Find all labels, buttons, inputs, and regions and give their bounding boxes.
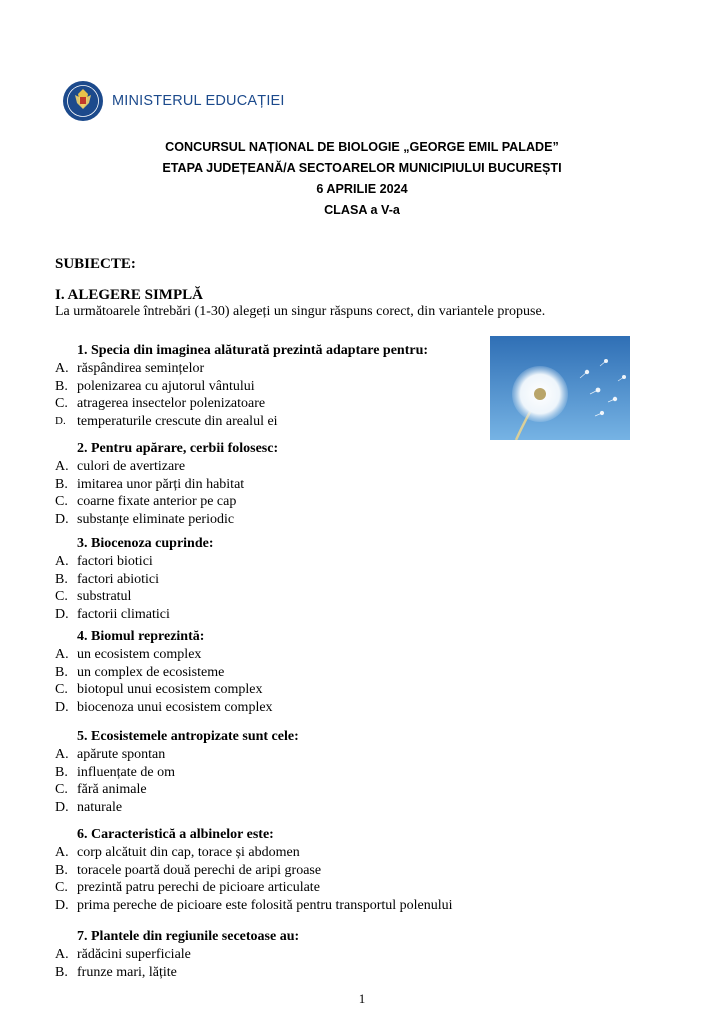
answer-option-d[interactable]: D. substanțe eliminate periodic bbox=[55, 511, 235, 527]
question-4 bbox=[55, 628, 615, 716]
government-seal-icon bbox=[62, 80, 104, 122]
subjects-heading: SUBIECTE: bbox=[55, 256, 136, 272]
question-3 bbox=[55, 535, 615, 623]
contest-date: 6 APRILIE 2024 bbox=[316, 182, 408, 196]
answer-option-a[interactable]: A. factori biotici bbox=[55, 554, 153, 569]
answer-option-a[interactable]: A. apărute spontan bbox=[55, 747, 166, 762]
answer-option-b[interactable]: B. polenizarea cu ajutorul vântului bbox=[55, 378, 255, 394]
answer-option-b[interactable]: B. factori abiotici bbox=[55, 571, 160, 587]
answer-option-c[interactable]: C. biotopul unui ecosistem complex bbox=[55, 682, 263, 698]
answer-option-b[interactable]: B. imitarea unor părți din habitat bbox=[55, 476, 245, 492]
question-stem: 3. Biocenoza cuprinde: bbox=[77, 536, 214, 551]
question-stem: 4. Biomul reprezintă: bbox=[77, 629, 205, 644]
answer-option-a[interactable]: A. corp alcătuit din cap, torace și abdomen bbox=[55, 845, 300, 860]
answer-option-d[interactable]: D. temperaturile crescute din arealul ei bbox=[55, 413, 278, 429]
question-stem: 6. Caracteristică a albinelor este: bbox=[77, 827, 274, 842]
section-instructions: La următoarele întrebări (1-30) alegeți un singur răspuns corect, din variantele propuse. bbox=[55, 304, 546, 319]
question-stem: 2. Pentru apărare, cerbii folosesc: bbox=[77, 441, 279, 456]
answer-option-a[interactable]: A. un ecosistem complex bbox=[55, 647, 202, 662]
ministry-logo bbox=[62, 80, 285, 122]
question-stem: 5. Ecosistemele antropizate sunt cele: bbox=[77, 729, 299, 744]
answer-option-c[interactable]: C. prezintă patru perechi de picioare articulate bbox=[55, 880, 320, 896]
answer-option-c[interactable]: C. coarne fixate anterior pe cap bbox=[55, 494, 237, 510]
answer-option-a[interactable]: A. răspândirea semințelor bbox=[55, 361, 205, 376]
answer-option-b[interactable]: B. toracele poartă două perechi de aripi groase bbox=[55, 862, 322, 878]
answer-option-d[interactable]: D. factorii climatici bbox=[55, 606, 170, 622]
contest-title: CONCURSUL NAȚIONAL DE BIOLOGIE „GEORGE EMIL PALADE” bbox=[165, 140, 559, 154]
contest-stage: ETAPA JUDEȚEANĂ/A SECTOARELOR MUNICIPIULUI BUCUREȘTI bbox=[162, 161, 562, 175]
answer-option-c[interactable]: C. fără animale bbox=[55, 782, 147, 798]
answer-option-d[interactable]: D. naturale bbox=[55, 799, 123, 815]
answer-option-a[interactable]: A. culori de avertizare bbox=[55, 459, 186, 474]
question-stem: 7. Plantele din regiunile secetoase au: bbox=[77, 929, 300, 944]
question-7 bbox=[55, 928, 615, 981]
answer-option-d[interactable]: D. biocenoza unui ecosistem complex bbox=[55, 699, 273, 715]
contest-class: CLASA a V-a bbox=[324, 203, 400, 217]
section-title: I. ALEGERE SIMPLĂ bbox=[55, 287, 203, 303]
page-number: 1 bbox=[358, 991, 366, 1006]
answer-option-b[interactable]: B. influențate de om bbox=[55, 764, 175, 780]
question-5 bbox=[55, 728, 615, 816]
ministry-name: MINISTERUL EDUCAȚIEI bbox=[112, 93, 285, 109]
answer-option-c[interactable]: C. atragerea insectelor polenizatoare bbox=[55, 396, 266, 412]
answer-option-c[interactable]: C. substratul bbox=[55, 589, 132, 605]
contest-title-block bbox=[0, 137, 724, 221]
answer-option-b[interactable]: B. frunze mari, lățite bbox=[55, 964, 177, 980]
answer-option-d[interactable]: D. prima pereche de picioare este folosită pentru transportul polenului bbox=[55, 897, 453, 913]
question-6 bbox=[55, 826, 615, 914]
question-stem: 1. Specia din imaginea alăturată prezintă adaptare pentru: bbox=[77, 343, 429, 358]
question-1 bbox=[55, 342, 615, 430]
question-2 bbox=[55, 440, 615, 528]
answer-option-b[interactable]: B. un complex de ecosisteme bbox=[55, 664, 225, 680]
answer-option-a[interactable]: A. rădăcini superficiale bbox=[55, 947, 191, 962]
